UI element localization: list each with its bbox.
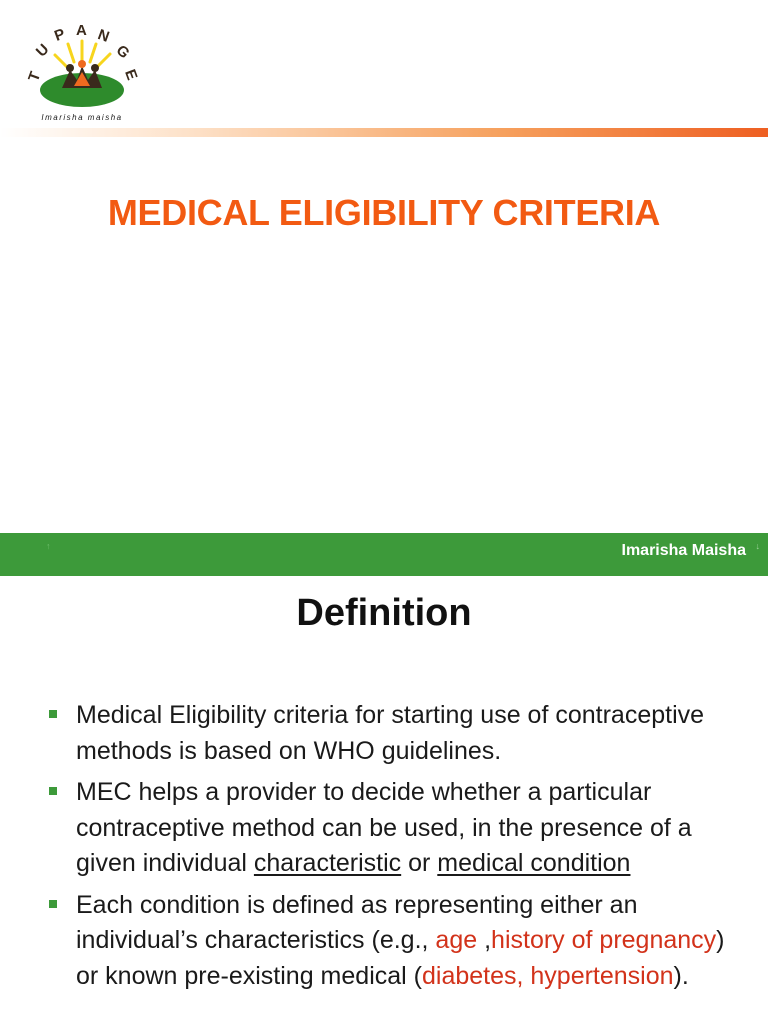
square-bullet-icon xyxy=(49,710,57,718)
square-bullet-icon xyxy=(49,900,57,908)
highlighted-term: history of pregnancy xyxy=(491,926,717,954)
logo-letter: N xyxy=(95,26,112,46)
footer-text: Imarisha Maisha xyxy=(621,542,746,559)
tupange-logo xyxy=(22,22,142,132)
bullet-text: ). xyxy=(673,961,689,990)
footer-mark-left: ↑ xyxy=(46,541,51,551)
underlined-term: characteristic xyxy=(253,849,402,877)
underlined-term: medical condition xyxy=(437,849,631,877)
bullet-text: Medical Eligibility criteria for starting use of contraceptive methods is based on WHO guidelines. xyxy=(76,701,705,765)
logo-letter: A xyxy=(76,22,87,39)
slide-title: MEDICAL ELIGIBILITY CRITERIA xyxy=(107,192,661,233)
logo-letter: T xyxy=(25,69,45,84)
footer-mark-right: ↓ xyxy=(755,541,760,551)
bullet-text: MEC helps a provider to decide whether a particular contraceptive method can be used, in the presence of a given individual xyxy=(76,778,692,877)
list-item xyxy=(46,888,746,995)
square-bullet-icon xyxy=(49,787,57,795)
list-item xyxy=(46,698,746,769)
logo-letter: U xyxy=(32,40,53,61)
bullet-text: Each condition is defined as representing either an individual’s characteristics (e.g., xyxy=(76,890,638,954)
logo-letter: P xyxy=(52,25,68,45)
highlighted-term: age xyxy=(435,926,478,954)
bullet-text: ) or known pre-existing medical ( xyxy=(76,926,725,990)
logo-letter: E xyxy=(121,67,141,83)
highlighted-term: diabetes, hypertension xyxy=(421,961,674,990)
logo-tagline: Imarisha maisha xyxy=(41,113,123,122)
definition-title: Definition xyxy=(296,592,472,634)
bullet-text: or xyxy=(401,849,438,877)
list-item xyxy=(46,775,746,882)
logo-letter: G xyxy=(112,41,133,63)
header-gradient-rule xyxy=(0,128,768,137)
bullet-text: , xyxy=(477,926,492,954)
bullet-list xyxy=(46,698,746,1000)
